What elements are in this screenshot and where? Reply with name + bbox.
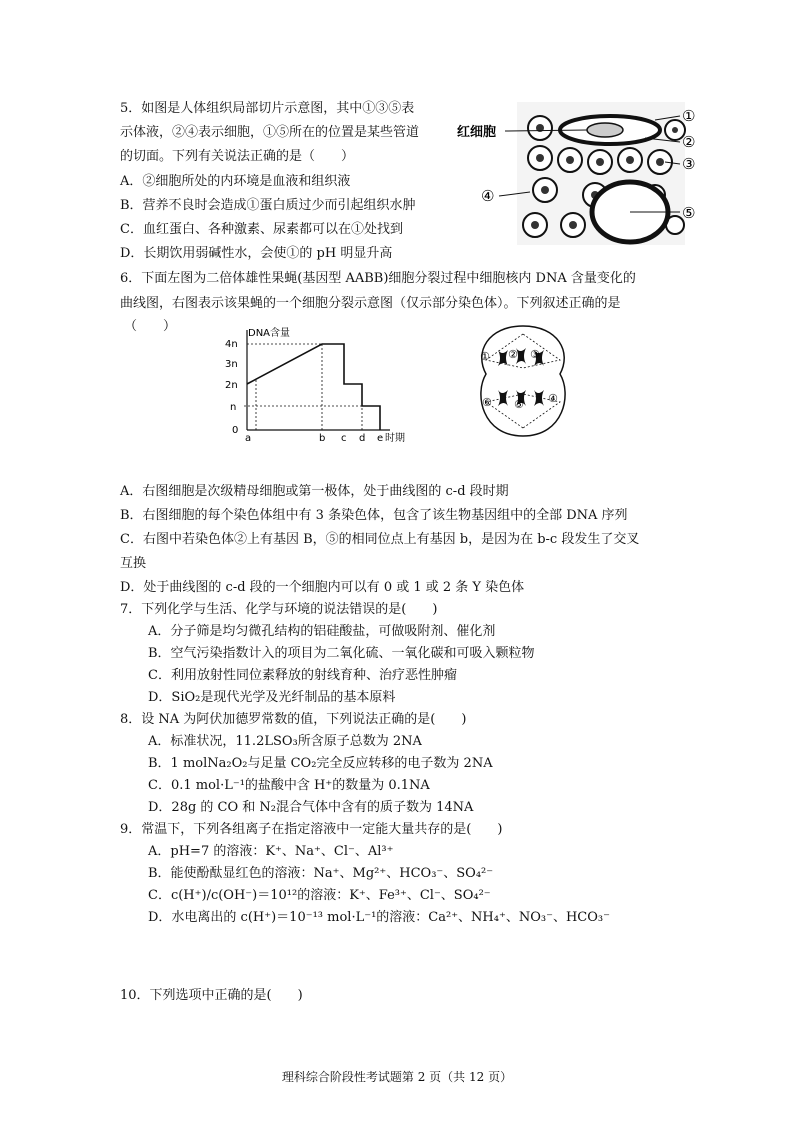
q7-stem: 7．下列化学与生活、化学与环境的说法错误的是( ): [120, 602, 438, 617]
q6-option-c-line2: 互换: [120, 556, 147, 571]
q8-stem: 8．设 NA 为阿伏加德罗常数的值，下列说法正确的是( ): [120, 712, 467, 727]
cell-num-4: ④: [548, 392, 558, 405]
dna-content-graph: [222, 322, 422, 442]
dna-curve: [247, 344, 380, 430]
q9-option-c: C．c(H⁺)/c(OH⁻)＝10¹²的溶液：K⁺、Fe³⁺、Cl⁻、SO₄²⁻: [148, 888, 491, 903]
q5-stem-line3: 的切面。下列有关说法正确的是（ ）: [120, 149, 355, 164]
marker-4: ④: [481, 187, 495, 205]
q9-option-b: B．能使酚酞显红色的溶液：Na⁺、Mg²⁺、HCO₃⁻、SO₄²⁻: [148, 866, 494, 881]
q6-stem-line2: 曲线图，右图表示该果蝇的一个细胞分裂示意图（仅示部分染色体）。下列叙述正确的是: [120, 296, 621, 311]
marker-2: ②: [682, 133, 696, 151]
q7-option-c: C．利用放射性同位素释放的射线育种、治疗恶性肿瘤: [148, 668, 457, 683]
q5-option-d: D．长期饮用弱碱性水，会使①的 pH 明显升高: [120, 246, 393, 261]
xtick-b: b: [319, 433, 326, 442]
cell-num-5: ⑤: [514, 398, 524, 411]
ytick-4n: 4n: [225, 339, 238, 350]
q6-stem-line3: （ ）: [124, 319, 177, 334]
ytick-n: n: [230, 402, 237, 413]
cell-num-2: ②: [508, 348, 518, 361]
q7-option-a: A．分子筛是均匀微孔结构的铝硅酸盐，可做吸附剂、催化剂: [148, 624, 496, 639]
q6-option-d: D．处于曲线图的 c-d 段的一个细胞内可以有 0 或 1 或 2 条 Y 染色体: [120, 580, 525, 595]
q5-option-b: B．营养不良时会造成①蛋白质过少而引起组织水肿: [120, 198, 416, 213]
xtick-c: c: [341, 433, 347, 442]
q5-option-c: C．血红蛋白、各种激素、尿素都可以在①处找到: [120, 222, 403, 237]
marker-1: ①: [682, 107, 696, 125]
xtick-a: a: [245, 433, 252, 442]
ytick-3n: 3n: [225, 359, 238, 370]
q6-option-b: B．右图细胞的每个染色体组中有 3 条染色体，包含了该生物基因组中的全部 DNA 序列: [120, 508, 628, 523]
tissue-section-figure: [455, 100, 725, 250]
q9-stem: 9．常温下，下列各组离子在指定溶液中一定能大量共存的是( ): [120, 822, 503, 837]
q6-stem-line1: 6．下面左图为二倍体雄性果蝇(基因型 AABB)细胞分裂过程中细胞核内 DNA 含量变化的: [120, 271, 636, 286]
q7-option-b: B．空气污染指数计入的项目为二氧化硫、一氧化碳和可吸入颗粒物: [148, 646, 535, 661]
marker-3: ③: [682, 155, 696, 173]
xtick-e: e: [377, 433, 384, 442]
graph-ylabel: DNA含量: [248, 328, 291, 339]
q5-stem-line2: 示体液，②④表示细胞，①⑤所在的位置是某些管道: [120, 125, 420, 140]
q9-option-d: D．水电离出的 c(H⁺)＝10⁻¹³ mol·L⁻¹的溶液：Ca²⁺、NH₄⁺、NO₃⁻、HCO₃⁻: [148, 910, 610, 925]
q8-option-b: B．1 molNa₂O₂与足量 CO₂完全反应转移的电子数为 2NA: [148, 756, 493, 771]
cell-num-1: ①: [480, 350, 490, 363]
q8-option-a: A．标准状况，11.2LSO₃所含原子总数为 2NA: [148, 734, 422, 749]
q5-option-a: A．②细胞所处的内环境是血液和组织液: [120, 174, 351, 189]
ytick-0: 0: [232, 425, 239, 436]
q8-option-d: D．28g 的 CO 和 N₂混合气体中含有的质子数为 14NA: [148, 800, 474, 815]
q10-stem: 10．下列选项中正确的是( ): [120, 988, 303, 1003]
graph-xlabel: 时期: [385, 433, 405, 442]
q9-option-a: A．pH=7 的溶液：K⁺、Na⁺、Cl⁻、Al³⁺: [148, 844, 394, 859]
q8-option-c: C．0.1 mol·L⁻¹的盐酸中含 H⁺的数量为 0.1NA: [148, 778, 430, 793]
cell-num-3: ③: [530, 348, 540, 361]
red-blood-cell-label: 红细胞: [457, 125, 497, 140]
q6-option-a: A．右图细胞是次级精母细胞或第一极体，处于曲线图的 c-d 段时期: [120, 484, 509, 499]
marker-5: ⑤: [682, 204, 696, 222]
xtick-d: d: [359, 433, 366, 442]
ytick-2n: 2n: [225, 380, 238, 391]
q5-stem-line1: 5．如图是人体组织局部切片示意图，其中①③⑤表: [120, 101, 415, 116]
cell-num-6: ⑥: [482, 396, 492, 409]
q6-option-c-line1: C．右图中若染色体②上有基因 B，⑤的相同位点上有基因 b，是因为在 b-c 段发生了交叉: [120, 532, 640, 547]
page-footer: 理科综合阶段性考试题第 2 页（共 12 页）: [281, 1070, 513, 1084]
dividing-cell-figure: [468, 322, 578, 440]
q7-option-d: D．SiO₂是现代光学及光纤制品的基本原料: [148, 690, 396, 705]
